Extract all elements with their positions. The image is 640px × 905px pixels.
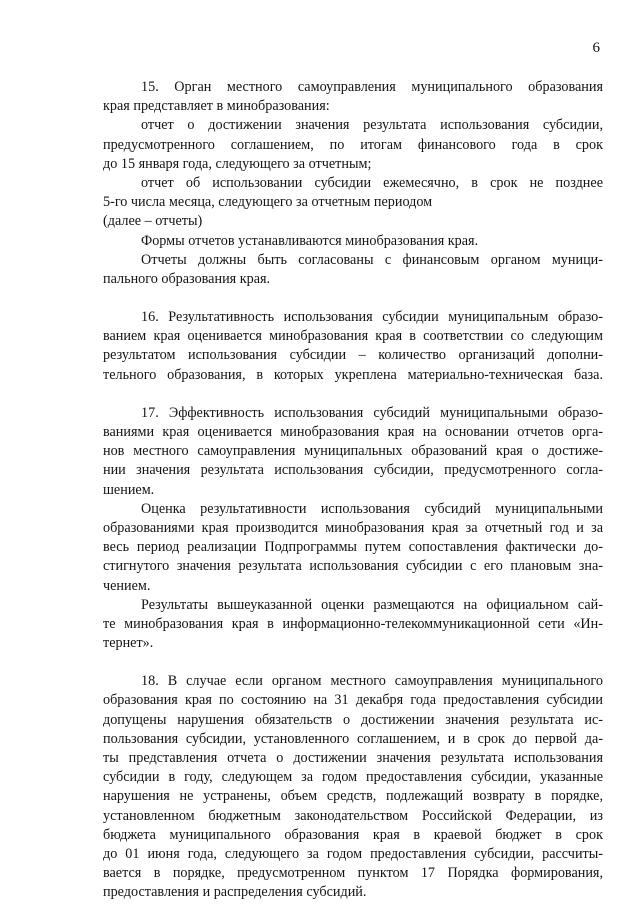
text-line: вается в порядке, предусмотренном пунктом 17 Порядка формирования, <box>103 865 603 882</box>
text-line: образованиями края производится минобразования края за отчетный год и за <box>103 519 603 536</box>
text-line: предусмотренного соглашением, по итогам финансового года в срок <box>103 136 603 153</box>
text-line: ваниями края оценивается минобразования края на основании отчетов орга- <box>103 424 603 440</box>
text-line: шением. <box>103 481 155 498</box>
paragraph <box>103 404 603 500</box>
paragraph <box>103 78 603 116</box>
text-line: Оценка результативности использования субсидий муниципальными <box>141 500 603 517</box>
paragraph <box>103 251 603 289</box>
paragraph-spacer <box>103 653 603 672</box>
text-line: 15. Орган местного самоуправления муниципального образования <box>141 79 603 95</box>
text-line: 18. В случае если органом местного самоуправления муниципального <box>141 673 603 690</box>
text-line: 16. Результативность использования субсидии муниципальным образо- <box>141 309 603 326</box>
text-line: субсидии в году, следующем за годом предоставления субсидии, указанные <box>103 769 603 786</box>
text-line: (далее – отчеты) <box>103 213 203 230</box>
text-line: тернет». <box>103 635 154 652</box>
text-line: отчет об использовании субсидии ежемесячно, в срок не позднее <box>141 174 603 191</box>
text-line: результатом использования субсидии – количество организаций дополни- <box>103 347 603 364</box>
text-line: предоставления и распределения субсидий. <box>103 884 367 901</box>
text-line: края представляет в минобразования: <box>103 98 330 115</box>
text-line: те минобразования края в информационно-телекоммуникационной сети «Ин- <box>103 615 603 632</box>
paragraph <box>103 232 603 251</box>
document-body <box>103 78 603 903</box>
paragraph <box>103 500 603 596</box>
text-line: пользования субсидии, установленного соглашением, и в срок до первой да- <box>103 730 603 747</box>
text-line: нарушения не устранены, объем средств, подлежащий возврату в порядке, <box>103 788 603 805</box>
paragraph <box>103 672 603 902</box>
text-line: Отчеты должны быть согласованы с финансовым органом муници- <box>141 251 603 268</box>
text-line: образования края по состоянию на 31 декабря года предоставления субсидии <box>103 692 603 709</box>
text-line: нов местного самоуправления муниципальных образований края о достиже- <box>103 443 603 460</box>
paragraph <box>103 308 603 385</box>
text-line: Формы отчетов устанавливаются минобразования края. <box>141 232 479 249</box>
text-line: Результаты вышеуказанной оценки размещаются на официальном сай- <box>141 596 603 613</box>
text-line: ванием края оценивается минобразования края в соответствии со следующим <box>103 328 603 345</box>
page-number: 6 <box>592 40 600 56</box>
paragraph-spacer <box>103 385 603 404</box>
text-line: пального образования края. <box>103 270 271 287</box>
paragraph-spacer <box>103 289 603 308</box>
paragraph <box>103 116 603 174</box>
text-line: отчет о достижении значения результата использования субсидии, <box>141 117 603 134</box>
paragraph <box>103 174 603 232</box>
text-line: 17. Эффективность использования субсидий муниципальными образо- <box>141 404 603 421</box>
text-line: тельного образования, в которых укреплена материально-техническая база. <box>103 366 603 383</box>
text-line: 5-го числа месяца, следующего за отчетным периодом <box>103 194 433 211</box>
text-line: стигнутого значения результата использования субсидии с его плановым зна- <box>103 558 603 575</box>
paragraph <box>103 596 603 654</box>
text-line: до 15 января года, следующего за отчетным; <box>103 155 372 172</box>
text-line: весь период реализации Подпрограммы путем сопоставления фактически до- <box>103 539 603 556</box>
text-line: бюджета муниципального образования края в краевой бюджет в срок <box>103 826 603 843</box>
text-line: чением. <box>103 577 151 594</box>
text-line: до 01 июня года, следующего за годом предоставления субсидии, рассчиты- <box>103 845 603 862</box>
text-line: допущены нарушения обязательств о достижении значения результата ис- <box>103 711 603 728</box>
text-line: нии значения результата использования субсидии, предусмотренного согла- <box>103 462 603 479</box>
text-line: ты представления отчета о достижении значения результата использования <box>103 750 603 766</box>
text-line: установленном бюджетным законодательством Российской Федерации, из <box>103 807 603 824</box>
